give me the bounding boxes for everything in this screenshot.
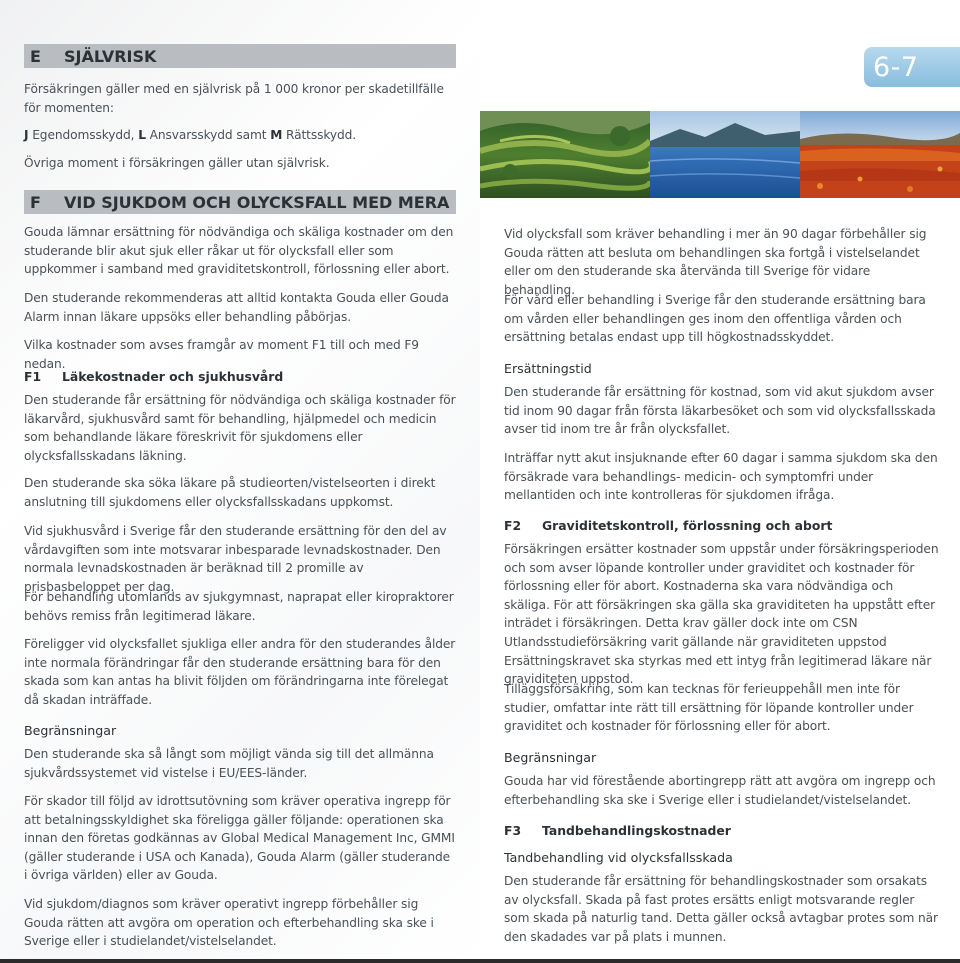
page-number-badge: 6-7 <box>864 47 960 87</box>
f2-paragraph-1: Försäkringen ersätter kostnader som uppstår under försäkringsperioden och som avser löpande kontroller under graviditet och kostnader för förlossning eller för abort. Kostnaderna ska vara nödvändiga och skäliga. För att försäkringen ska gälla ska graviditeten ha uppstått efter inträdet i försäkringen. Detta krav gäller dock inte om CSN Utlandsstudieförsäkring varit gällande när graviditeten uppstod Ersättningskravet ska styrkas med ett intyg från legitimerad läkare när graviditeten uppstod. <box>504 542 939 687</box>
lake-photo <box>650 111 800 198</box>
compensation-time-heading: Ersättningstid <box>504 361 592 376</box>
subsection-title: Läkekostnader och sjukhusvård <box>62 369 284 384</box>
f2-limitations-heading: Begränsningar <box>504 750 597 765</box>
subsection-title: Graviditetskontroll, förlossning och abort <box>542 518 833 533</box>
f2-heading <box>504 517 939 535</box>
compensation-time-paragraph-2: Inträffar nytt akut insjuknande efter 60 dagar i samma sjukdom ska den försäkrade vara behandlings- medicin- och symptomfri under mellantiden och inte kontrolleras för sjukdomen ifråga. <box>504 451 938 503</box>
e-paragraph-2: J Egendomsskydd, L Ansvarsskydd samt M Rättsskydd. <box>24 128 356 142</box>
f1-paragraph-2: Den studerande ska söka läkare på studieorten/vistelseorten i direkt anslutning till sjukdomens eller olycksfallsskadans uppkomst. <box>24 476 436 509</box>
limitations-heading: Begränsningar <box>24 723 117 738</box>
e-paragraph-1: Försäkringen gäller med en självrisk på 1 000 kronor per skadetillfälle för momenten: <box>24 82 444 115</box>
subsection-number: F2 <box>504 518 522 533</box>
section-letter: F <box>30 192 41 212</box>
flower-field-photo <box>800 111 960 198</box>
f1-paragraph-1: Den studerande får ersättning för nödvändiga och skäliga kostnader för läkarvård, sjukhusvård samt för behandling, hjälpmedel och medicin som behandlande läkare föreskrivit för sjukdomens eller olycksfallsskadans läkning. <box>24 393 456 463</box>
f1-paragraph-3: Vid sjukhusvård i Sverige får den studerande ersättning för den del av vårdavgiften som inte motsvarar inbesparade levnadskostnader. Den normala levnadskostnaden är beräknad till 2 promille av prisbasbeloppet per dag. <box>24 524 447 594</box>
subsection-number: F1 <box>24 369 42 384</box>
subsection-title: Tandbehandlingskostnader <box>542 823 731 838</box>
f2-paragraph-2: Tilläggsförsäkring, som kan tecknas för ferieuppehåll men inte för studier, omfattar inte rätt till ersättning för löpande kontroller under graviditet och kostnader för förlossning eller för abort. <box>504 682 914 734</box>
right-paragraph-1: Vid olycksfall som kräver behandling i mer än 90 dagar förbehåller sig Gouda rätten att besluta om behandlingen ska fortgå i vistelselandet eller om den studerande ska återvända till Sverige för vidare behandling. <box>504 227 927 297</box>
limitations-paragraph-2: För skador till följd av idrottsutövning som kräver operativa ingrepp för att betalningsskyldighet ska föreligga gäller följande: operationen ska innan den företas godkännas av Global Medical Management Inc, GMMI (gäller studerande i USA och Kanada), Gouda Alarm (gäller studerande i övriga världen) eller av Gouda. <box>24 794 455 883</box>
bottom-rule <box>0 959 960 963</box>
f2-limitations-paragraph: Gouda har vid förestående abortingrepp rätt att avgöra om ingrepp och efterbehandling ska ske i Sverige eller i studielandet/vistelselandet. <box>504 774 936 807</box>
f3-subheading: Tandbehandling vid olycksfallsskada <box>504 850 733 865</box>
f-paragraph-3: Vilka kostnader som avses framgår av moment F1 till och med F9 nedan. <box>24 338 419 371</box>
limitations-paragraph-1: Den studerande ska så långt som möjligt vända sig till det allmänna sjukvårdssystemet vid vistelse i EU/EES-länder. <box>24 747 434 780</box>
f3-paragraph-1: Den studerande får ersättning för behandlingskostnader som orsakats av olycksfall. Skada på fast protes ersätts enligt motsvarande regler som skada på naturlig tand. Detta gäller också avtagbar protes som när den skadades var på plats i munnen. <box>504 874 938 944</box>
section-heading-f <box>24 190 456 214</box>
f3-heading <box>504 822 939 840</box>
compensation-time-paragraph-1: Den studerande får ersättning för kostnad, som vid akut sjukdom avser tid inom 90 dagar från första läkarbesöket och som vid olycksfallsskada avser tid inom tre år från olycksfallet. <box>504 385 936 437</box>
e-paragraph-3: Övriga moment i försäkringen gäller utan självrisk. <box>24 156 330 170</box>
f1-paragraph-4: För behandling utomlands av sjukgymnast, naprapat eller kiropraktorer behövs remiss från legitimerad läkare. <box>24 590 454 623</box>
f-paragraph-1: Gouda lämnar ersättning för nödvändiga och skäliga kostnader om den studerande blir akut sjuk eller råkar ut för olycksfall eller som uppkommer i samband med graviditetskontroll, förlossning eller abort. <box>24 225 454 277</box>
section-letter: E <box>30 46 41 66</box>
right-paragraph-2: För vård eller behandling i Sverige får den studerande ersättning bara om vården eller behandlingen ges inom den offentliga vården och ersättning betalas endast upp till högkostnadsskyddet. <box>504 293 926 345</box>
f1-paragraph-5: Föreligger vid olycksfallet sjukliga eller andra för den studerandes ålder inte normala förändringar får den studerande ersättning bara för den skada som kan antas ha blivit följden om förändringarna inte förelegat då skadan inträffade. <box>24 637 456 707</box>
f1-heading <box>24 368 456 386</box>
section-heading-e <box>24 44 456 68</box>
f-paragraph-2: Den studerande rekommenderas att alltid kontakta Gouda eller Gouda Alarm innan läkare uppsöks eller behandling påbörjas. <box>24 291 449 324</box>
tea-plantation-photo <box>480 111 650 198</box>
section-title: SJÄLVRISK <box>64 46 157 66</box>
limitations-paragraph-3: Vid sjukdom/diagnos som kräver operativt ingrepp förbehåller sig Gouda rätten att avgöra om operation och efterbehandling ska ske i Sverige eller i studielandet/vistelselandet. <box>24 897 434 949</box>
section-title: VID SJUKDOM OCH OLYCKSFALL MED MERA <box>64 192 450 212</box>
subsection-number: F3 <box>504 823 522 838</box>
